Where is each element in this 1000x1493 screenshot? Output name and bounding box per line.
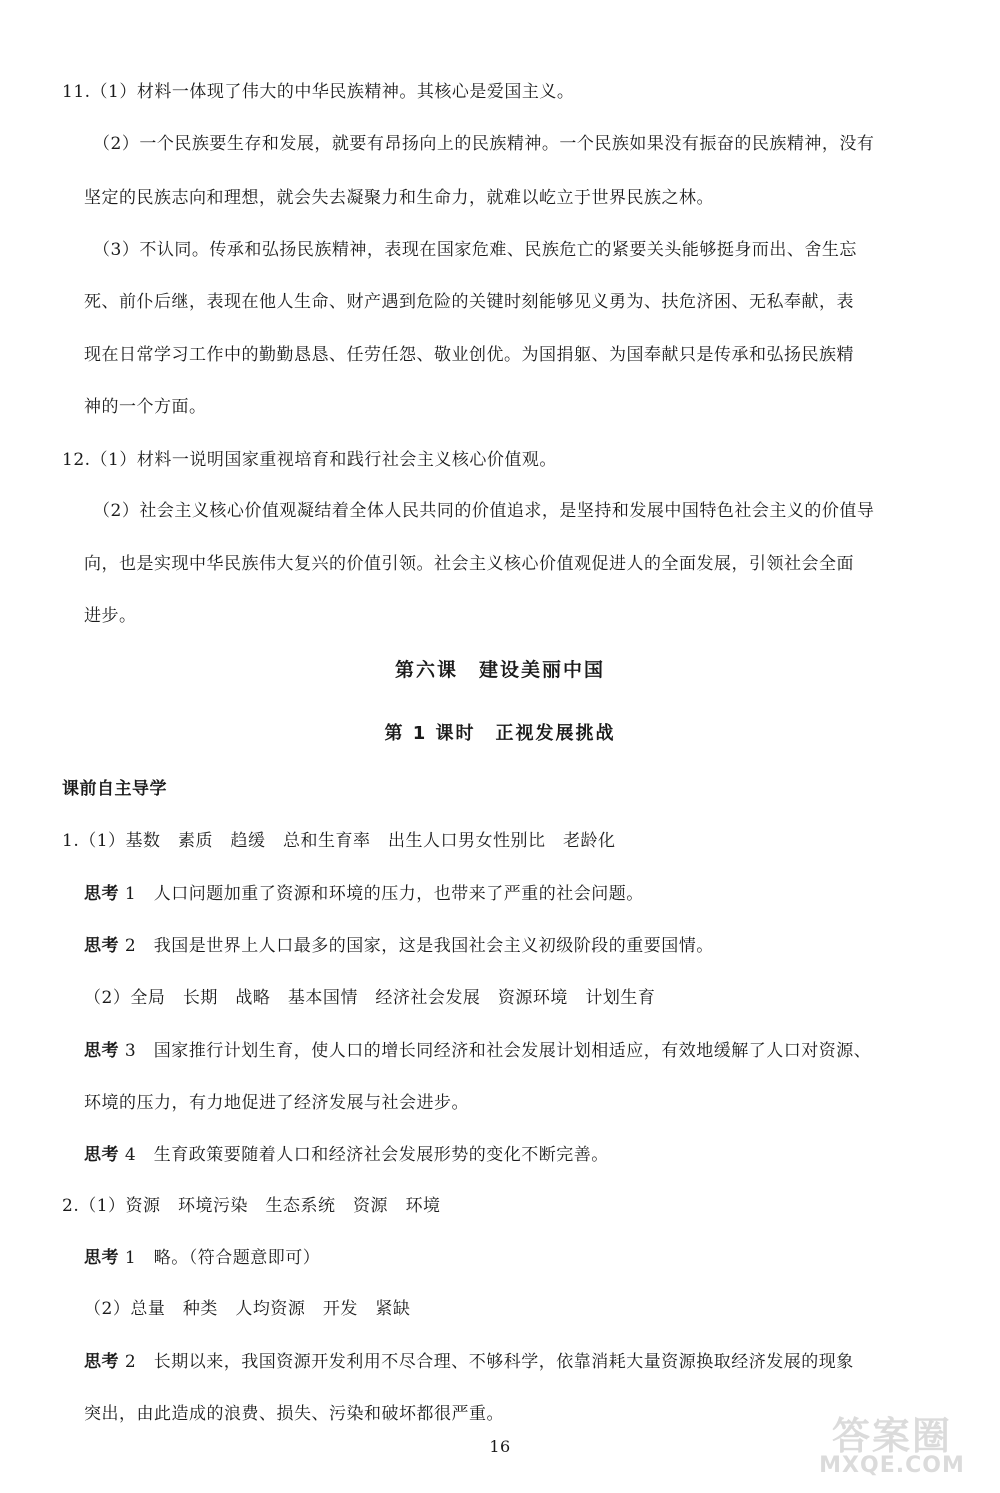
think-text: 1 略。（符合题意即可） [119, 1248, 321, 1268]
q11-part1: 11.（1）材料一体现了伟大的中华民族精神。其核心是爱国主义。 [62, 82, 575, 102]
item1-answer1: 1.（1）基数 素质 趋缓 总和生育率 出生人口男女性别比 老龄化 [62, 831, 616, 851]
q12-part1: 12.（1）材料一说明国家重视培育和践行社会主义核心价值观。 [62, 450, 557, 470]
q11-part3-line1: （3）不认同。传承和弘扬民族精神，表现在国家危难、民族危亡的紧要关头能够挺身而出、舍生忘 [93, 240, 857, 260]
q12-part2-line1: （2）社会主义核心价值观凝结着全体人民共同的价值追求，是坚持和发展中国特色社会主义的价值导 [93, 501, 875, 521]
item2-think2-line1 [84, 1350, 854, 1374]
watermark-logo [802, 1403, 982, 1483]
think-text: 2 我国是世界上人口最多的国家，这是我国社会主义初级阶段的重要国情。 [119, 936, 714, 956]
think-text: 3 国家推行计划生育，使人口的增长同经济和社会发展计划相适应，有效地缓解了人口对资源、 [119, 1041, 872, 1061]
think-label: 思考 [84, 1041, 119, 1061]
watermark-bottom-text: MXQE.COM [819, 1453, 965, 1478]
section-heading: 课前自主导学 [62, 779, 167, 799]
q12-part2-line3: 进步。 [84, 606, 137, 626]
lesson-title: 第六课 建设美丽中国 [394, 659, 605, 681]
q11-part2-line1: （2）一个民族要生存和发展，就要有昂扬向上的民族精神。一个民族如果没有振奋的民族精神，没有 [93, 134, 875, 154]
think-label: 思考 [84, 936, 119, 956]
item1-think1 [84, 882, 644, 906]
item1-answer2: （2）全局 长期 战略 基本国情 经济社会发展 资源环境 计划生育 [84, 988, 656, 1008]
watermark-top-text: 答案圈 [831, 1414, 952, 1458]
think-label: 思考 [84, 1352, 119, 1372]
q11-part3-line3: 现在日常学习工作中的勤勤恳恳、任劳任怨、敬业创优。为国捐躯、为国奉献只是传承和弘扬民族精 [84, 345, 854, 365]
think-text: 4 生育政策要随着人口和经济社会发展形势的变化不断完善。 [119, 1145, 609, 1165]
think-label: 思考 [84, 1145, 119, 1165]
item1-think3-line1 [84, 1039, 871, 1063]
item1-think4 [84, 1143, 609, 1167]
lesson-subtitle: 第 1 课时 正视发展挑战 [384, 723, 616, 744]
q11-part3-line2: 死、前仆后继，表现在他人生命、财产遇到危险的关键时刻能够见义勇为、扶危济困、无私奉献，表 [84, 292, 854, 312]
think-label: 思考 [84, 1248, 119, 1268]
item1-think3-line2: 环境的压力，有力地促进了经济发展与社会进步。 [84, 1093, 469, 1113]
item2-think1 [84, 1246, 320, 1270]
item2-answer2: （2）总量 种类 人均资源 开发 紧缺 [84, 1299, 411, 1319]
item2-think2-line2: 突出，由此造成的浪费、损失、污染和破坏都很严重。 [84, 1404, 504, 1424]
item1-think2 [84, 934, 714, 958]
think-text: 2 长期以来，我国资源开发利用不尽合理、不够科学，依靠消耗大量资源换取经济发展的现象 [119, 1352, 854, 1372]
item2-answer1: 2.（1）资源 环境污染 生态系统 资源 环境 [62, 1196, 441, 1216]
q11-part3-line4: 神的一个方面。 [84, 397, 207, 417]
page-number: 16 [489, 1437, 511, 1456]
q12-part2-line2: 向，也是实现中华民族伟大复兴的价值引领。社会主义核心价值观促进人的全面发展，引领社会全面 [84, 554, 854, 574]
think-text: 1 人口问题加重了资源和环境的压力，也带来了严重的社会问题。 [119, 884, 644, 904]
think-label: 思考 [84, 884, 119, 904]
q11-part2-line2: 坚定的民族志向和理想，就会失去凝聚力和生命力，就难以屹立于世界民族之林。 [84, 188, 714, 208]
